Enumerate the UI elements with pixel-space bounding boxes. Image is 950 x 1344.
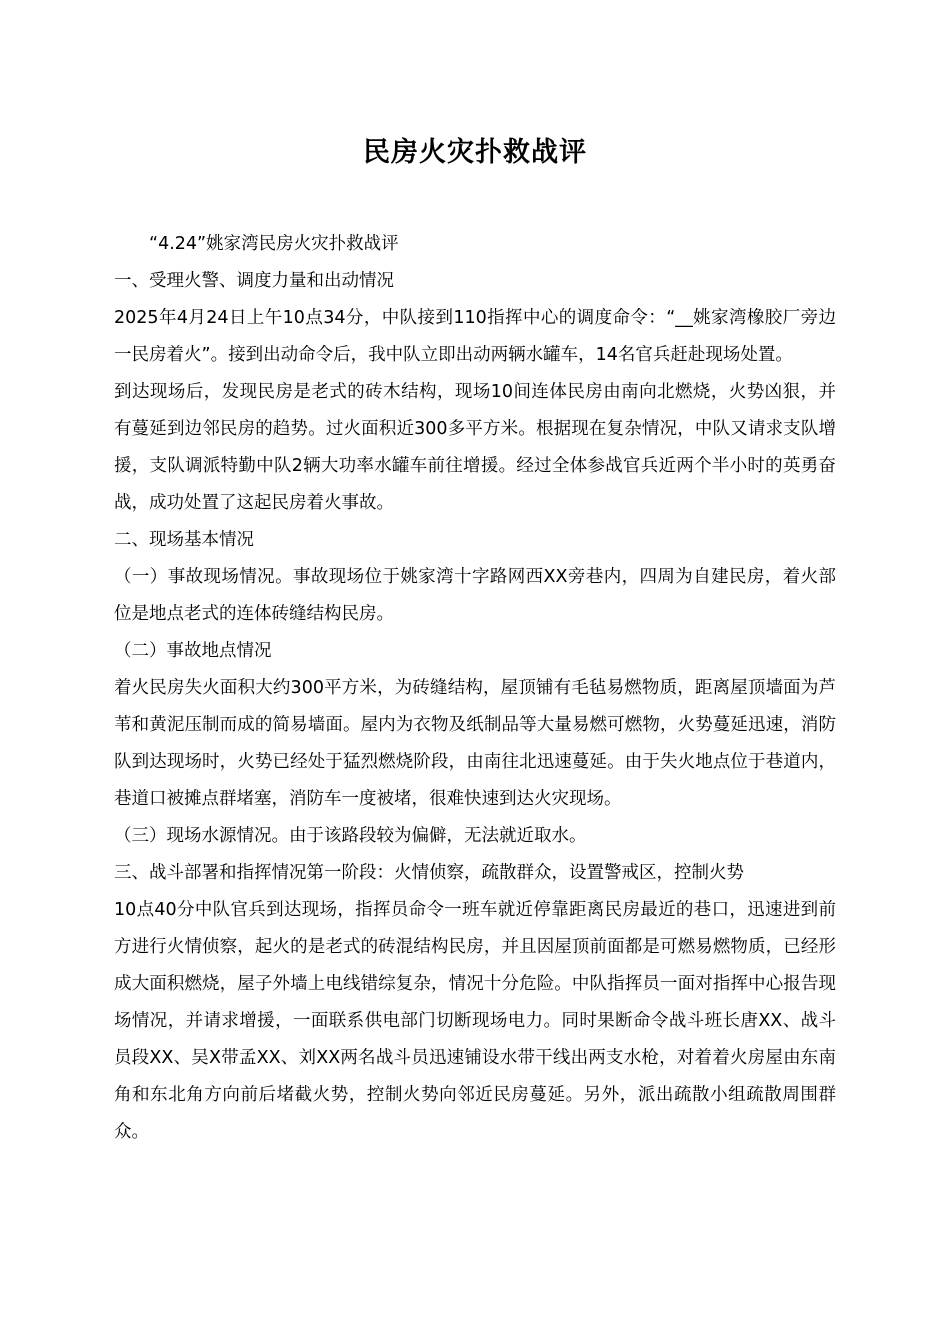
paragraph-alarm-dispatch: 2025年4月24日上午10点34分，中队接到110指挥中心的调度命令：“__姚家湾橡胶厂旁边一民房着火”。接到出动命令后，我中队立即出动两辆水罐车，14名官兵赶赴现场处置。: [114, 308, 836, 365]
paragraph-location-details: 着火民房失火面积大约300平方米，为砖缝结构，屋顶铺有毛毡易燃物质，距离屋顶墙面为芦苇和黄泥压制而成的简易墙面。屋内为衣物及纸制品等大量易燃可燃物，火势蔓延迅速，消防队到达现场时，火势已经处于猛烈燃烧阶段，由南往北迅速蔓延。由于失火地点位于巷道内，巷道口被摊点群堵塞，消防车一度被堵，很难快速到达火灾现场。: [114, 678, 836, 809]
section-heading-3: 三、战斗部署和指挥情况第一阶段：火情侦察，疏散群众，设置警戒区，控制火势: [114, 863, 744, 883]
paragraph-arrival: 到达现场后，发现民房是老式的砖木结构，现场10间连体民房由南向北燃烧，火势凶狠，并有蔓延到边邻民房的趋势。过火面积近300多平方米。根据现在复杂情况，中队又请求支队增援，支队调派特勤中队2辆大功率水罐车前往增援。经过全体参战官兵近两个半小时的英勇奋战，成功处置了这起民房着火事故。: [114, 382, 836, 513]
document-subtitle: “4.24”姚家湾民房火灾扑救战评: [149, 234, 399, 254]
paragraph-phase-one: 10点40分中队官兵到达现场，指挥员命令一班车就近停靠距离民房最近的巷口，迅速进到前方进行火情侦察，起火的是老式的砖混结构民房，并且因屋顶前面都是可燃易燃物质，已经形成大面积燃烧，屋子外墙上电线错综复杂，情况十分危险。中队指挥员一面对指挥中心报告现场情况，并请求增援，一面联系供电部门切断现场电力。同时果断命令战斗班长唐XX、战斗员段XX、吴X带孟XX、刘XX两名战斗员迅速铺设水带干线出两支水枪，对着着火房屋由东南角和东北角方向前后堵截火势，控制火势向邻近民房蔓延。另外，派出疏散小组疏散周围群众。: [114, 900, 836, 1142]
paragraph-water-source: （三）现场水源情况。由于该路段较为偏僻，无法就近取水。: [114, 826, 587, 846]
document-title: 民房火灾扑救战评: [363, 137, 587, 168]
subheading-location-situation: （二）事故地点情况: [114, 641, 272, 661]
section-heading-1: 一、受理火警、调度力量和出动情况: [114, 271, 394, 291]
section-heading-2: 二、现场基本情况: [114, 530, 254, 550]
paragraph-scene-situation: （一）事故现场情况。事故现场位于姚家湾十字路网西XX旁巷内，四周为自建民房，着火部位是地点老式的连体砖缝结构民房。: [114, 567, 836, 624]
